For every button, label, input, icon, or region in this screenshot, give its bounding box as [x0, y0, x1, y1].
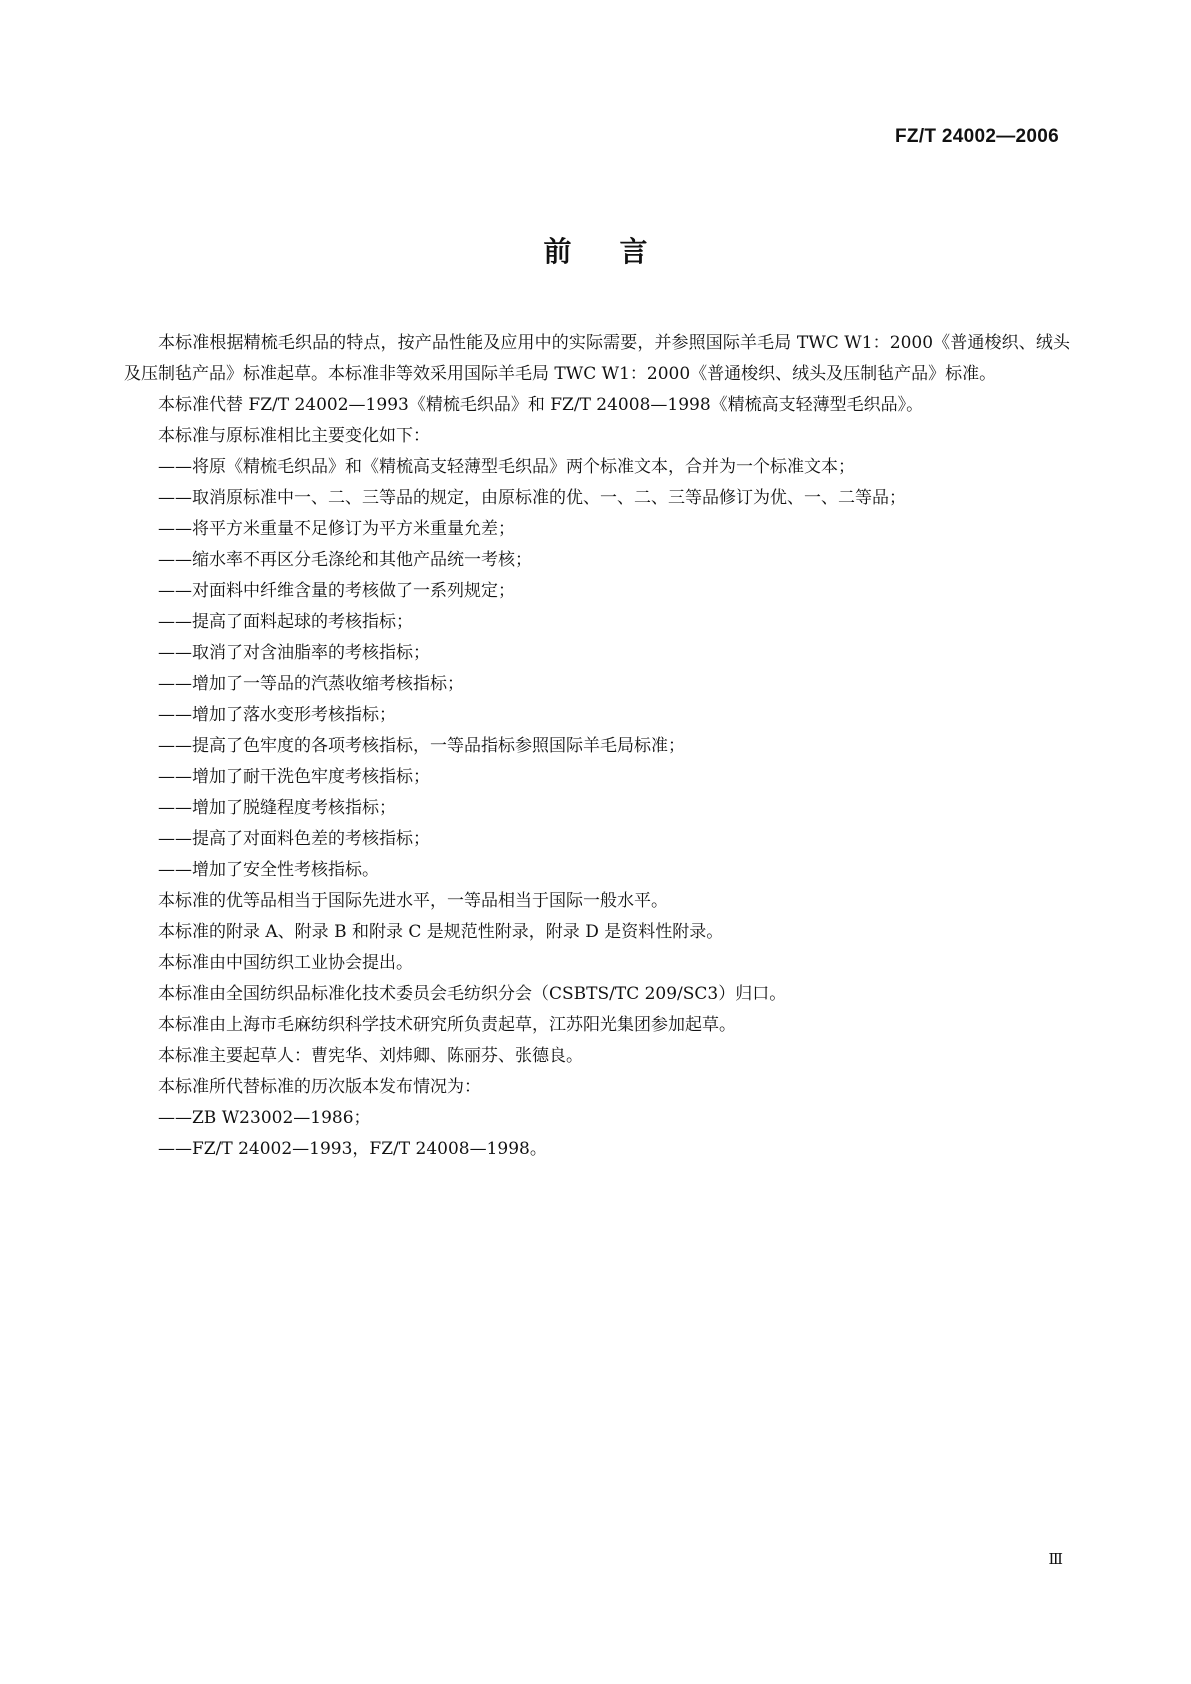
appendix-paragraph: 本标准的附录 A、附录 B 和附录 C 是规范性附录，附录 D 是资料性附录。 — [158, 922, 724, 942]
replacement-paragraph: 本标准代替 FZ/T 24002—1993《精梳毛织品》和 FZ/T 24008—1998《精梳高支轻薄型毛织品》。 — [158, 395, 924, 415]
list-item: ——提高了色牢度的各项考核指标，一等品指标参照国际羊毛局标准； — [158, 736, 685, 756]
list-item: ——增加了一等品的汽蒸收缩考核指标； — [158, 674, 464, 694]
document-body — [124, 328, 1070, 1165]
list-item: ——取消原标准中一、二、三等品的规定，由原标准的优、一、二、三等品修订为优、一、二等品； — [158, 488, 906, 508]
list-item: ——提高了面料起球的考核指标； — [158, 612, 413, 632]
standard-code: FZ/T 24002—2006 — [895, 126, 1059, 147]
list-item: ——增加了落水变形考核指标； — [158, 705, 396, 725]
list-item: ——ZB W23002—1986； — [158, 1108, 371, 1128]
list-item: ——取消了对含油脂率的考核指标； — [158, 643, 430, 663]
level-paragraph: 本标准的优等品相当于国际先进水平，一等品相当于国际一般水平。 — [158, 891, 668, 911]
page-title: 前言 — [543, 235, 696, 268]
list-item: ——提高了对面料色差的考核指标； — [158, 829, 430, 849]
intro-paragraph: 本标准根据精梳毛织品的特点，按产品性能及应用中的实际需要，并参照国际羊毛局 TWC W1：2000《普通梭织、绒头及压制毡产品》标准起草。本标准非等效采用国际羊毛局 TWC W1：2000《普通梭织、绒头及压制毡产品》标准。 — [124, 333, 1070, 384]
list-item: ——缩水率不再区分毛涤纶和其他产品统一考核； — [158, 550, 532, 570]
administrator-paragraph: 本标准由全国纺织品标准化技术委员会毛纺织分会（CSBTS/TC 209/SC3）归口。 — [158, 984, 787, 1004]
list-item: ——将原《精梳毛织品》和《精梳高支轻薄型毛织品》两个标准文本，合并为一个标准文本； — [158, 457, 855, 477]
list-item: ——将平方米重量不足修订为平方米重量允差； — [158, 519, 515, 539]
drafting-unit-paragraph: 本标准由上海市毛麻纺织科学技术研究所负责起草，江苏阳光集团参加起草。 — [158, 1015, 736, 1035]
proposer-paragraph: 本标准由中国纺织工业协会提出。 — [158, 953, 413, 973]
changes-intro: 本标准与原标准相比主要变化如下： — [158, 426, 430, 446]
list-item: ——FZ/T 24002—1993，FZ/T 24008—1998。 — [158, 1139, 547, 1159]
list-item: ——增加了安全性考核指标。 — [158, 860, 379, 880]
list-item: ——增加了耐干洗色牢度考核指标； — [158, 767, 430, 787]
page-number: Ⅲ — [1048, 1550, 1063, 1568]
drafters-paragraph: 本标准主要起草人：曹宪华、刘炜卿、陈丽芬、张德良。 — [158, 1046, 583, 1066]
history-intro: 本标准所代替标准的历次版本发布情况为： — [158, 1077, 481, 1097]
changes-list — [124, 452, 1070, 886]
history-list — [124, 1103, 1070, 1165]
list-item: ——对面料中纤维含量的考核做了一系列规定； — [158, 581, 515, 601]
list-item: ——增加了脱缝程度考核指标； — [158, 798, 396, 818]
